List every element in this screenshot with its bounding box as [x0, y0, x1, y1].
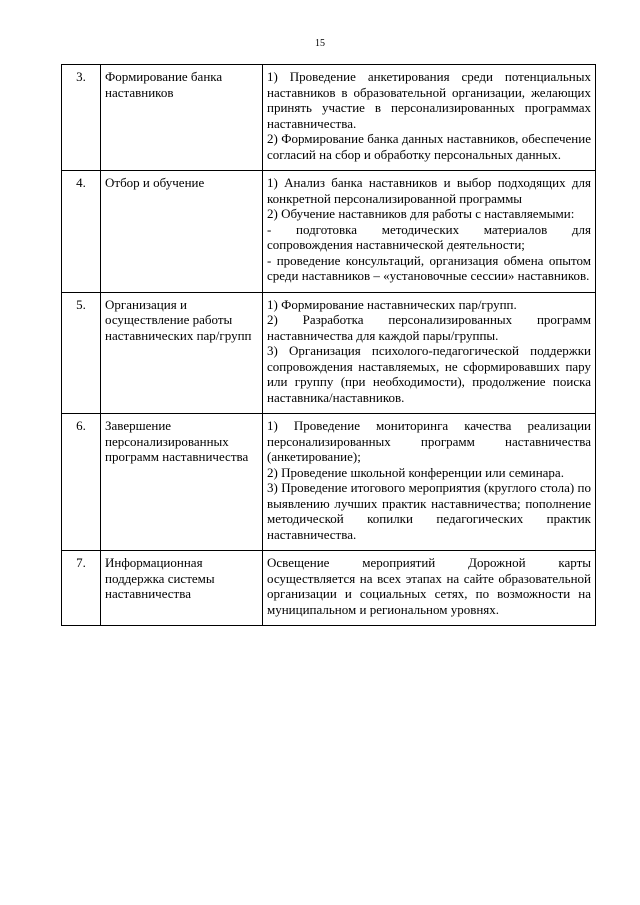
row-number: 7. — [62, 551, 101, 626]
stage-title: Отбор и обучение — [101, 171, 263, 293]
stage-title: Организация и осуществление работы наставнических пар/групп — [101, 292, 263, 414]
description-line: 1) Проведение мониторинга качества реализации персонализированных программ наставничества (анкетирование); — [267, 418, 591, 464]
stage-description — [263, 292, 596, 414]
description-line: 1) Анализ банка наставников и выбор подходящих для конкретной персонализированной программы — [267, 175, 591, 206]
table-row — [62, 171, 596, 293]
table-row — [62, 414, 596, 551]
table-row — [62, 551, 596, 626]
description-line: 3) Проведение итогового мероприятия (круглого стола) по выявлению лучших практик наставничества; пополнение методической копилки педагогических практик наставничества. — [267, 480, 591, 542]
stage-description — [263, 551, 596, 626]
description-line: 1) Формирование наставнических пар/групп. — [267, 296, 517, 312]
row-number: 5. — [62, 292, 101, 414]
row-number: 6. — [62, 414, 101, 551]
description-line: 2) Обучение наставников для работы с наставляемыми: — [267, 206, 575, 221]
stage-title: Информационная поддержка системы наставничества — [101, 551, 263, 626]
stage-title: Формирование банка наставников — [101, 65, 263, 171]
description-line: 2) Разработка персонализированных программ наставничества для каждой пары/группы. — [267, 312, 591, 343]
stage-description — [263, 414, 596, 551]
page-number: 15 — [315, 38, 325, 49]
table-row — [62, 65, 596, 171]
description-line: - подготовка методических материалов для сопровождения наставнической деятельности; — [267, 221, 591, 252]
row-number: 4. — [62, 171, 101, 293]
description-line: 2) Проведение школьной конференции или семинара. — [267, 464, 564, 480]
description-line: - проведение консультаций, организация обмена опытом среди наставников – «установочные сессии» наставников. — [267, 252, 591, 283]
stage-description — [263, 171, 596, 293]
description-line: 1) Проведение анкетирования среди потенциальных наставников в образовательной организации, желающих принять участие в персонализированных программах наставничества. — [267, 69, 591, 131]
row-number: 3. — [62, 65, 101, 171]
description-line: 2) Формирование банка данных наставников, обеспечение согласий на сбор и обработку персональных данных. — [267, 131, 591, 162]
table-row — [62, 292, 596, 414]
stage-description — [263, 65, 596, 171]
stage-title: Завершение персонализированных программ наставничества — [101, 414, 263, 551]
description-line: 3) Организация психолого-педагогической поддержки сопровождения наставляемых, не сформировавших пару или группу (при необходимости), продолжение поиска наставника/наставников. — [267, 343, 591, 405]
roadmap-table — [61, 64, 596, 626]
description-line: Освещение мероприятий Дорожной карты осуществляется на всех этапах на сайте образовательной организации и социальных сетях, по возможности на муниципальном и региональном уровнях. — [267, 555, 591, 617]
